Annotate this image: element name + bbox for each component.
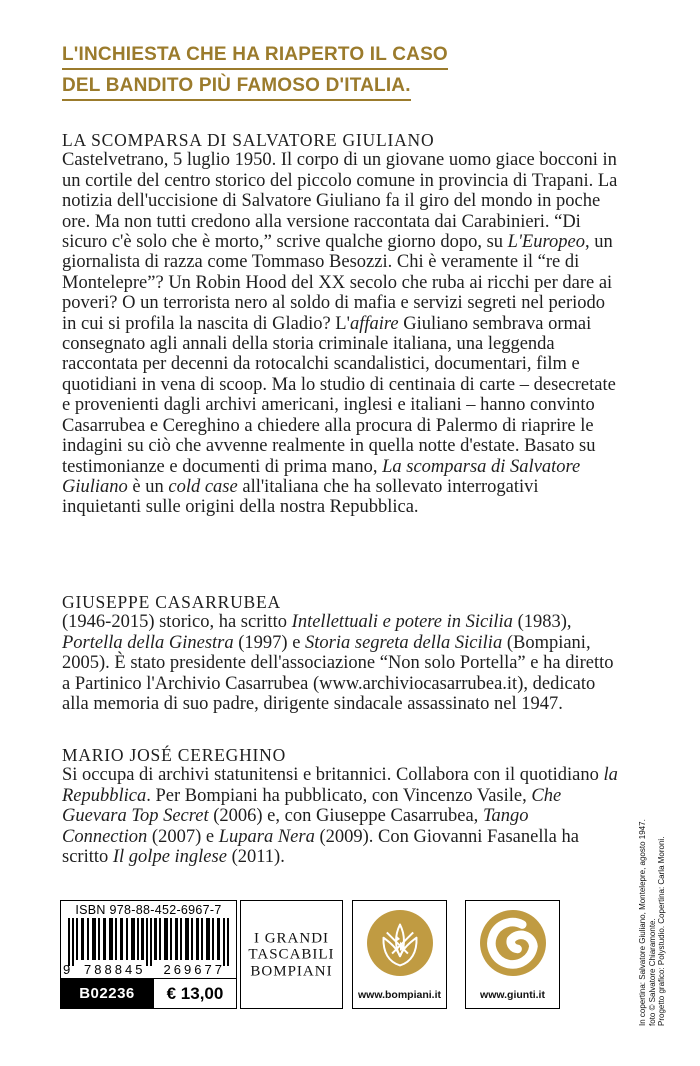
edition-code-badge: B02236 xyxy=(61,979,153,1008)
imprint-line: I GRANDI xyxy=(253,929,330,946)
credit-line: In copertina: Salvatore Giuliano, Montelepre, agosto 1947. xyxy=(638,819,647,1026)
giunti-url: www.giunti.it xyxy=(480,989,545,1001)
barcode-digit-first: 9 xyxy=(63,962,71,977)
barcode-digit-left-group: 788845 xyxy=(84,962,146,977)
barcode-digit-right-group: 269677 xyxy=(163,962,225,977)
synopsis-heading: LA SCOMPARSA DI SALVATORE GIULIANO xyxy=(62,130,435,150)
ean-barcode-icon xyxy=(68,918,229,966)
author-heading: GIUSEPPE CASARRUBEA xyxy=(62,592,281,612)
bompiani-flower-icon xyxy=(367,910,433,976)
synopsis-text: Castelvetrano, 5 luglio 1950. Il corpo di un giovane uomo giace bocconi in un cortile del centro storico del piccolo comune in provincia di Trapani. La notizia dell'uccisione di Salvatore Giuliano fa il giro del mondo in poche ore. Ma non tutti credono alla versione raccontata dai Carabinieri. “Di sicuro c'è solo che è morto,” scrive qualche giorno dopo, su L'Europeo, un giornalista di razza come Tommaso Besozzi. Chi è veramente il “re di Montelepre”? Un Robin Hood del XX secolo che ruba ai ricchi per dare ai poveri? O un terrorista nero al soldo di mafia e servizi segreti nel periodo in cui si profila la nascita di Gladio? L'affaire Giuliano sembrava ormai consegnato agli annali della storia criminale italiana, una leggenda raccontata per decenni da rotocalchi scandalistici, documentari, film e quotidiani in vena di scoop. Ma lo studio di centinaia di carte – desecretate e provenienti dagli archivi americani, inglesi e italiani – hanno convinto Casarrubea e Cereghino a chiedere alla procura di Palermo di riaprire le indagini su ciò che avvenne realmente in quella notte d'estate. Basato su testimonianze e documenti di prima mano, La scomparsa di Salvatore Giuliano è un cold case all'italiana che ha sollevato interrogativi inquietanti sulle origini della nostra Repubblica. xyxy=(62,150,618,518)
bompiani-logo-box xyxy=(352,900,447,1009)
credit-line: foto © Salvatore Chiaramonte. xyxy=(647,918,657,1026)
giunti-g-icon xyxy=(480,910,546,976)
imprint-box xyxy=(240,900,343,1009)
author-bio: (1946-2015) storico, ha scritto Intellettuali e potere in Sicilia (1983), Portella della Ginestra (1997) e Storia segreta della Sicilia (Bompiani, 2005). È stato presidente dell'associazione “Non solo Portella” e ha diretto a Partinico l'Archivio Casarrubea (www.archiviocasarrubea.it), dedicato alla memoria di suo padre, dirigente sindacale assassinato nel 1947. xyxy=(62,612,614,715)
isbn-label: ISBN 978-88-452-6967-7 xyxy=(75,903,222,917)
barcode-digits xyxy=(63,962,234,977)
imprint-name xyxy=(241,930,342,980)
synopsis-block xyxy=(62,130,618,518)
imprint-line: BOMPIANI xyxy=(250,962,333,979)
barcode-panel xyxy=(60,900,237,1009)
author-section-casarrubea xyxy=(62,592,618,714)
tagline-line-2: DEL BANDITO PIÙ FAMOSO D'ITALIA. xyxy=(62,73,411,101)
bompiani-url: www.bompiani.it xyxy=(357,989,442,1001)
tagline xyxy=(62,42,448,104)
author-heading: MARIO JOSÉ CEREGHINO xyxy=(62,745,287,765)
author-section-cereghino xyxy=(62,745,618,867)
giunti-logo-box xyxy=(465,900,560,1009)
credit-line: Progetto grafico: Polystudio. Copertina: Carla Moroni. xyxy=(657,836,666,1026)
author-bio: Si occupa di archivi statunitensi e britannici. Collabora con il quotidiano la Repubblica. Per Bompiani ha pubblicato, con Vincenzo Vasile, Che Guevara Top Secret (2006) e, con Giuseppe Casarrubea, Tango Connection (2007) e Lupara Nera (2009). Con Giovanni Fasanella ha scritto Il golpe inglese (2011). xyxy=(62,765,618,868)
bottom-strip xyxy=(0,900,700,1010)
barcode-panel-bottom-row xyxy=(61,978,236,1008)
price-label: € 13,00 xyxy=(153,979,236,1008)
imprint-line: TASCABILI xyxy=(248,946,335,963)
tagline-line-1: L'INCHIESTA CHE HA RIAPERTO IL CASO xyxy=(62,42,448,70)
